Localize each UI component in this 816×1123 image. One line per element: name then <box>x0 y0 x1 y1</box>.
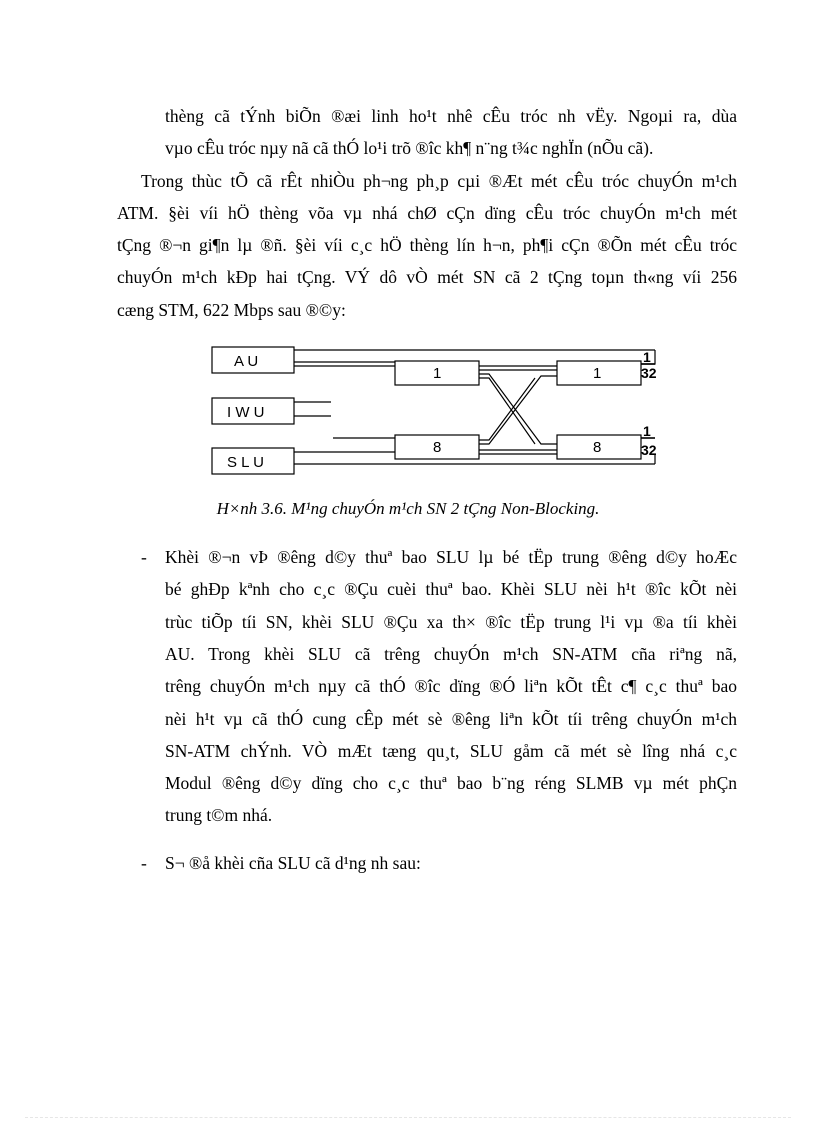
paragraph2-line-2: ATM. §èi víi hÖ thèng võa vµ nhá chØ cÇn dïng cÊu tróc chuyÓn m¹ch mét <box>117 203 737 223</box>
paragraph1-line-2: vµo cÊu tróc nµy nã cã thÓ lo¹i trõ ®îc kh¶ n¨ng t¾c nghÏn (nÕu cã). <box>165 138 654 158</box>
label-iwu: I W U <box>227 404 265 421</box>
paragraph2-line-3: tÇng ®¬n gi¶n lµ ®ñ. §èi víi c¸c hÖ thèng lín h¬n, ph¶i cÇn ®Õn mét cÊu tróc <box>117 235 737 255</box>
bullet1-line-3: trùc tiÕp tíi SN, khèi SLU ®Çu xa th× ®îc tËp trung l¹i vµ ®a tíi khèi <box>165 612 737 632</box>
stage1-label-1: 1 <box>433 365 442 382</box>
label-au: A U <box>234 353 259 370</box>
figure-caption: H×nh 3.6. M¹ng chuyÓn m¹ch SN 2 tÇng Non-Blocking. <box>216 499 600 518</box>
bullet2-line-1: S¬ ®å khèi cña SLU cã d¹ng nh sau: <box>165 853 421 873</box>
bullet1-line-6: nèi h¹t vµ cã thÓ cung cÊp mét sè ®êng liªn kÕt tíi trêng chuyÓn m¹ch <box>165 709 737 729</box>
port-bottom-32: 32 <box>641 442 657 458</box>
paragraph1-line-1: thèng cã tÝnh biÕn ®æi linh ho¹t nhê cÊu tróc nh vËy. Ngoµi ra, dùa <box>165 106 737 126</box>
paragraph2-line-4: chuyÓn m¹ch kÐp hai tÇng. VÝ dô vÒ mét SN cã 2 tÇng toµn th«ng víi 256 <box>117 267 737 287</box>
paragraph2-line-1: Trong thùc tÕ cã rÊt nhiÒu ph¬ng ph¸p cµi ®Æt mét cÊu tróc chuyÓn m¹ch <box>141 171 737 191</box>
bullet2-marker: - <box>141 853 147 873</box>
bullet1-line-9: trung t©m nhá. <box>165 805 273 825</box>
port-bottom-1: 1 <box>643 423 651 439</box>
bullet1-line-8: Modul ®êng d©y dïng cho c¸c thuª bao b¨ng réng SLMB vµ mét phÇn <box>165 773 737 793</box>
bullet1-marker: - <box>141 547 147 567</box>
port-top-32: 32 <box>641 365 657 381</box>
stage2-label-1: 1 <box>593 365 602 382</box>
page-bottom-rule <box>25 1117 791 1118</box>
stage1-label-8: 8 <box>433 439 442 456</box>
switching-network-diagram <box>205 340 675 475</box>
stage2-label-8: 8 <box>593 439 602 456</box>
paragraph2-line-5: cæng STM, 622 Mbps sau ®©y: <box>117 300 346 320</box>
bullet1-line-1: Khèi ®¬n vÞ ®êng d©y thuª bao SLU lµ bé tËp trung ®êng d©y hoÆc <box>165 547 737 567</box>
bullet1-line-7: SN-ATM chÝnh. VÒ mÆt tæng qu¸t, SLU gåm cã mét sè lîng nhá c¸c <box>165 741 737 761</box>
label-slu: S L U <box>227 454 264 471</box>
bullet1-line-5: trêng chuyÓn m¹ch nµy cã thÓ ®îc dïng ®Ó liªn kÕt tÊt c¶ c¸c thuª bao <box>165 676 737 696</box>
bullet1-line-4: AU. Trong khèi SLU cã trêng chuyÓn m¹ch SN-ATM cña riªng nã, <box>165 644 737 664</box>
port-top-1: 1 <box>643 349 651 365</box>
bullet1-line-2: bé ghÐp kªnh cho c¸c ®Çu cuèi thuª bao. Khèi SLU nèi h¹t ®îc kÕt nèi <box>165 579 737 599</box>
